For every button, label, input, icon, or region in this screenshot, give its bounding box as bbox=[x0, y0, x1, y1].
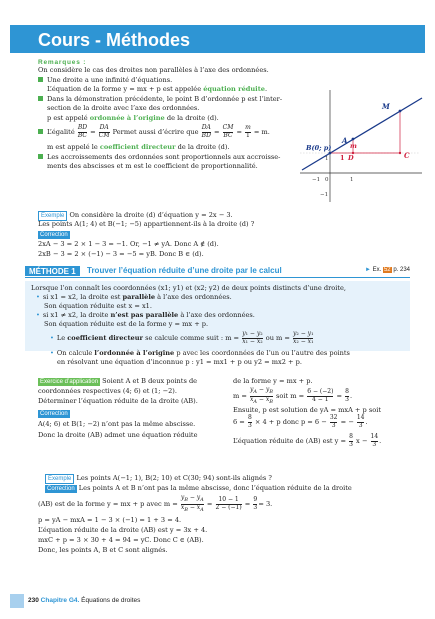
fraction: $\frac{y_B - y_A}{x_B - x_A}$ bbox=[180, 494, 204, 513]
methode-text: si x1 = x2, la droite est bbox=[42, 293, 123, 301]
exemple-text: Les points A et B n’ont pas la même abscisse, donc l’équation réduite de la droite bbox=[78, 484, 352, 492]
exemple-text: Les points A(−1; 1), B(2; 10) et C(30; 94) sont-ils alignés ? bbox=[76, 474, 272, 482]
page-header bbox=[10, 25, 425, 53]
remarque-text: Les accroissements des ordonnées sont proportionnels aux accroisse- bbox=[47, 153, 281, 161]
remarque-text: Permet aussi d’écrire que bbox=[112, 128, 199, 136]
fraction: $\frac{BD}{BC}$ bbox=[77, 124, 88, 139]
methode-line-2 bbox=[36, 293, 232, 302]
bullet-icon bbox=[38, 129, 43, 134]
methode-line-8: en résolvant une équation d’inconnue p : y1 = mx1 + p ou y2 = mx2 + p. bbox=[57, 358, 302, 366]
correction-1-tag-row bbox=[38, 230, 70, 239]
ref-number: 52 bbox=[383, 267, 391, 273]
line-figure bbox=[300, 90, 425, 205]
exercice-line-3: Déterminer l’équation réduite de la droite (AB). bbox=[38, 397, 198, 405]
remarque-item-3: L’égalité $\frac{BD}{BC}$ = $\frac{DA}{CM}$ Permet aussi d’écrire que $\frac{DA}{BD}$ = $\frac{CM}{BC}$ = $\frac{m}{1}$ = m. bbox=[38, 124, 270, 140]
methode-line-5: Son équation réduite est de la forme y = mx + p. bbox=[44, 320, 209, 328]
methode-text: On calcule bbox=[56, 349, 95, 357]
point-A bbox=[352, 138, 355, 141]
remarque-text: Une droite a une infinité d’équations. bbox=[47, 76, 173, 84]
remarque-item-2-line-2: section de la droite avec l’axe des ordonnées. bbox=[47, 104, 200, 112]
bullet-icon: • bbox=[36, 311, 40, 319]
remarque-text: de la droite (d). bbox=[164, 114, 219, 122]
term-ordonnee-origine: ordonnée à l’origine bbox=[89, 114, 165, 122]
methode-text: se calcule comme suit : m = bbox=[142, 334, 240, 342]
remarque-text: = m. bbox=[253, 128, 270, 136]
exemple-2 bbox=[45, 474, 272, 484]
exercice-right-1: de la forme y = mx + p. bbox=[233, 377, 313, 385]
exercice-line-1 bbox=[38, 377, 197, 386]
exercice-text: = bbox=[336, 392, 343, 401]
remarque-item-2-line-3 bbox=[47, 114, 219, 123]
label-1: 1 bbox=[340, 154, 345, 162]
ref-page: p. 234 bbox=[393, 267, 410, 273]
methode-text: si x1 ≠ x2, la droite bbox=[42, 311, 111, 319]
remarque-item-4 bbox=[38, 153, 280, 162]
remarque-item-1-line-2 bbox=[47, 85, 267, 94]
remarque-item-4-line-2: ments des abscisses et m est le coefficient de proportionnalité. bbox=[47, 162, 258, 170]
bullet-icon bbox=[38, 154, 43, 159]
remarque-item-1 bbox=[38, 76, 172, 85]
remarques-intro: On considère le cas des droites non parallèles à l’axe des ordonnées. bbox=[38, 66, 269, 74]
ref-prefix: Ex. bbox=[372, 267, 382, 273]
correction-tag: Correction bbox=[40, 232, 68, 238]
arrow-icon: ► bbox=[364, 267, 371, 273]
exercice-right-4: 6 = $\frac{8}{3}$ × 4 + p donc p = 6 − $\frac{32}{3}$ = − $\frac{14}{3}$ . bbox=[233, 414, 368, 429]
methode-bold: n’est pas parallèle bbox=[110, 311, 179, 319]
chapter-title: Équations de droites bbox=[81, 597, 141, 604]
correction-1-line-1: 2xA − 3 = 2 × 1 − 3 = −1. Or, −1 ≠ yA. Donc A ∉ (d). bbox=[38, 240, 219, 248]
methode-bold: l’ordonnée à l’origine bbox=[94, 349, 175, 357]
fraction: $\frac{m}{1}$ bbox=[245, 124, 251, 139]
methode-title: Trouver l’équation réduite d’une droite par le calcul bbox=[87, 266, 282, 275]
exercice-text: = − bbox=[340, 418, 354, 426]
page-title: Cours - Méthodes bbox=[38, 30, 191, 50]
methode-line-1: Lorsque l’on connaît les coordonnées (x1; y1) et (x2; y2) de deux points distincts d’une droite, bbox=[31, 284, 347, 292]
exercice-tag: Exercice d’application bbox=[40, 379, 99, 385]
fraction: $\frac{CM}{BC}$ bbox=[222, 124, 234, 139]
fraction: $\frac{8}{3}$ bbox=[349, 433, 353, 448]
correction-tag: Correction bbox=[40, 411, 68, 417]
methode-line-7 bbox=[50, 349, 350, 358]
exercice-text: m = bbox=[233, 392, 247, 401]
fraction: $\frac{6 - (-2)}{4 - 1}$ bbox=[307, 388, 334, 403]
exercice-right-3: Ensuite, p est solution de yA = mxA + p soit bbox=[233, 406, 381, 414]
fraction: $\frac{8}{3}$ bbox=[247, 414, 252, 429]
exemple-tag: Exemple bbox=[45, 474, 74, 484]
fraction: $\frac{\text{y₁ − y₂}}{\text{x₁ − x₂}}$ bbox=[242, 330, 263, 345]
methode-text: ou m = bbox=[265, 334, 290, 342]
exemple-text: (AB) est de la forme y = mx + p avec m = bbox=[38, 500, 178, 509]
correction-tag: Correction bbox=[47, 486, 75, 492]
exemple-2-line-6: mxC + p = 3 × 30 + 4 = 94 = yC. Donc C ∈ (AB). bbox=[38, 536, 204, 544]
label-A: A bbox=[342, 136, 348, 145]
methode-line-3: Son équation réduite est x = x1. bbox=[44, 302, 152, 310]
methode-text: p avec les coordonnées de l’un ou l’autre des points bbox=[174, 349, 350, 357]
chapter-label: Chapitre G4. bbox=[40, 597, 80, 604]
remarques-title-text: Remarques : bbox=[38, 59, 87, 66]
page-number: 230 bbox=[28, 597, 39, 604]
exercice-text: 6 = bbox=[233, 418, 245, 426]
exemple-2-line-4: p = yA − mxA = 1 − 3 × (−1) = 1 + 3 = 4. bbox=[38, 516, 182, 524]
exercice-text: × 4 + p donc p = 6 − bbox=[254, 418, 327, 426]
exemple-text: = 3. bbox=[258, 500, 273, 509]
exercise-reference bbox=[365, 267, 410, 273]
label-M: M bbox=[382, 102, 390, 111]
exemple-2-line-7: Donc, les points A, B et C sont alignés. bbox=[38, 546, 168, 554]
label-C: C bbox=[404, 151, 410, 160]
label-B: B(0; p) bbox=[306, 144, 332, 152]
term-equation-reduite: équation réduite bbox=[203, 85, 265, 93]
fraction: $\frac{10 - 1}{2 - (-1)}$ bbox=[215, 496, 242, 511]
remarque-text: L’équation de la forme y = mx + p est appelée bbox=[47, 85, 204, 93]
tick-1-y: 1 bbox=[325, 156, 329, 162]
remarque-item-3-line-2 bbox=[47, 143, 230, 152]
remarque-text: de la droite (d). bbox=[175, 143, 230, 151]
exemple-2-line-5: L’équation réduite de la droite (AB) est y = 3x + 4. bbox=[38, 526, 208, 534]
exercice-text: x − bbox=[356, 437, 368, 445]
fraction: $\frac{DA}{CM}$ bbox=[98, 124, 110, 139]
tick-neg1-x: −1 bbox=[312, 177, 321, 183]
fraction: $\frac{DA}{BD}$ bbox=[201, 124, 211, 139]
remarque-text: . bbox=[264, 85, 268, 93]
fraction: $\frac{y_A - y_B}{x_A - x_B}$ bbox=[249, 386, 273, 405]
label-D: D bbox=[348, 154, 354, 162]
correction-1-line-2: 2xB − 3 = 2 × (−1) − 3 = −5 = yB. Donc B ∈ (d). bbox=[38, 250, 204, 258]
bullet-icon: • bbox=[50, 349, 54, 357]
methode-line-4 bbox=[36, 311, 255, 320]
fraction: $\frac{14}{3}$ bbox=[356, 414, 365, 429]
exemple-2-line-3: (AB) est de la forme y = mx + p avec m = $\frac{y_B - y_A}{x_B - x_A}$ = $\frac{10 - 1}{2 - (-1)}$ = $\frac{9}{3}$ = 3. bbox=[38, 494, 273, 513]
exemple-text: On considère la droite (d) d’équation y = 2x − 3. bbox=[69, 211, 233, 219]
exercice-line-2: coordonnées respectives (4; 6) et (1; −2). bbox=[38, 387, 177, 395]
fraction: $\frac{32}{3}$ bbox=[329, 414, 338, 429]
footer-tab bbox=[10, 594, 24, 608]
exercice-text: L’équation réduite de (AB) est y = bbox=[233, 437, 346, 445]
remarque-text: L’égalité bbox=[47, 128, 75, 136]
exemple-2-line-2 bbox=[45, 484, 352, 493]
methode-bold: parallèle bbox=[122, 293, 156, 301]
bullet-icon: • bbox=[50, 334, 54, 342]
label-m: m bbox=[350, 142, 357, 150]
fraction: $\frac{8}{3}$ bbox=[345, 388, 349, 403]
exemple-tag: Exemple bbox=[38, 211, 67, 221]
methode-text: Le bbox=[56, 334, 68, 342]
bullet-icon bbox=[38, 77, 43, 82]
methode-bold: coefficient directeur bbox=[67, 334, 143, 342]
methode-label: MÉTHODE 1 bbox=[25, 266, 80, 276]
exercice-text: Soient A et B deux points de bbox=[102, 377, 198, 385]
exercice-right-5: L’équation réduite de (AB) est y = $\frac{8}{3}$ x − $\frac{14}{3}$ . bbox=[233, 433, 382, 448]
methode-text: à l’axe des ordonnées. bbox=[155, 293, 232, 301]
correction-2-tag-row bbox=[38, 409, 70, 418]
methode-text: à l’axe des ordonnées. bbox=[178, 311, 255, 319]
bullet-icon: • bbox=[36, 293, 40, 301]
exemple-1-line-2: Les points A(1; 4) et B(−1; −5) appartiennent-ils à la droite (d) ? bbox=[38, 220, 255, 228]
remarque-item-2 bbox=[38, 95, 282, 104]
exercice-correction-2: Donc la droite (AB) admet une équation réduite bbox=[38, 431, 198, 439]
remarque-text: p est appelé bbox=[47, 114, 90, 122]
page-footer bbox=[28, 597, 140, 604]
point-C bbox=[399, 152, 401, 154]
methode-line-6 bbox=[50, 331, 314, 345]
term-coefficient-directeur: coefficient directeur bbox=[99, 143, 176, 151]
remarque-text: Dans la démonstration précédente, le point B d’ordonnée p est l’inter- bbox=[47, 95, 283, 103]
exercice-text: soit m = bbox=[276, 392, 305, 401]
methode-underline bbox=[25, 277, 410, 278]
exercice-correction-1: A(4; 6) et B(1; −2) n’ont pas la même abscisse. bbox=[38, 420, 196, 428]
exercice-right-2: m = $\frac{y_A - y_B}{x_A - x_B}$ soit m = $\frac{6 - (-2)}{4 - 1}$ = $\frac{8}{3}$ . bbox=[233, 386, 353, 405]
tick-neg1-y: −1 bbox=[320, 192, 329, 198]
point-B bbox=[329, 152, 332, 155]
tick-0: 0 bbox=[325, 177, 329, 183]
exemple-text: = bbox=[206, 500, 213, 509]
tick-1-x: 1 bbox=[350, 177, 354, 183]
point-M bbox=[399, 110, 402, 113]
fraction: $\frac{9}{3}$ bbox=[253, 496, 258, 511]
fraction: $\frac{\text{y₂ − y₁}}{\text{x₂ − x₁}}$ bbox=[293, 330, 314, 345]
bullet-icon bbox=[38, 96, 43, 101]
fraction: $\frac{14}{3}$ bbox=[370, 433, 379, 448]
remarque-text: m est appelé le bbox=[47, 143, 100, 151]
methode-bar bbox=[25, 266, 410, 276]
